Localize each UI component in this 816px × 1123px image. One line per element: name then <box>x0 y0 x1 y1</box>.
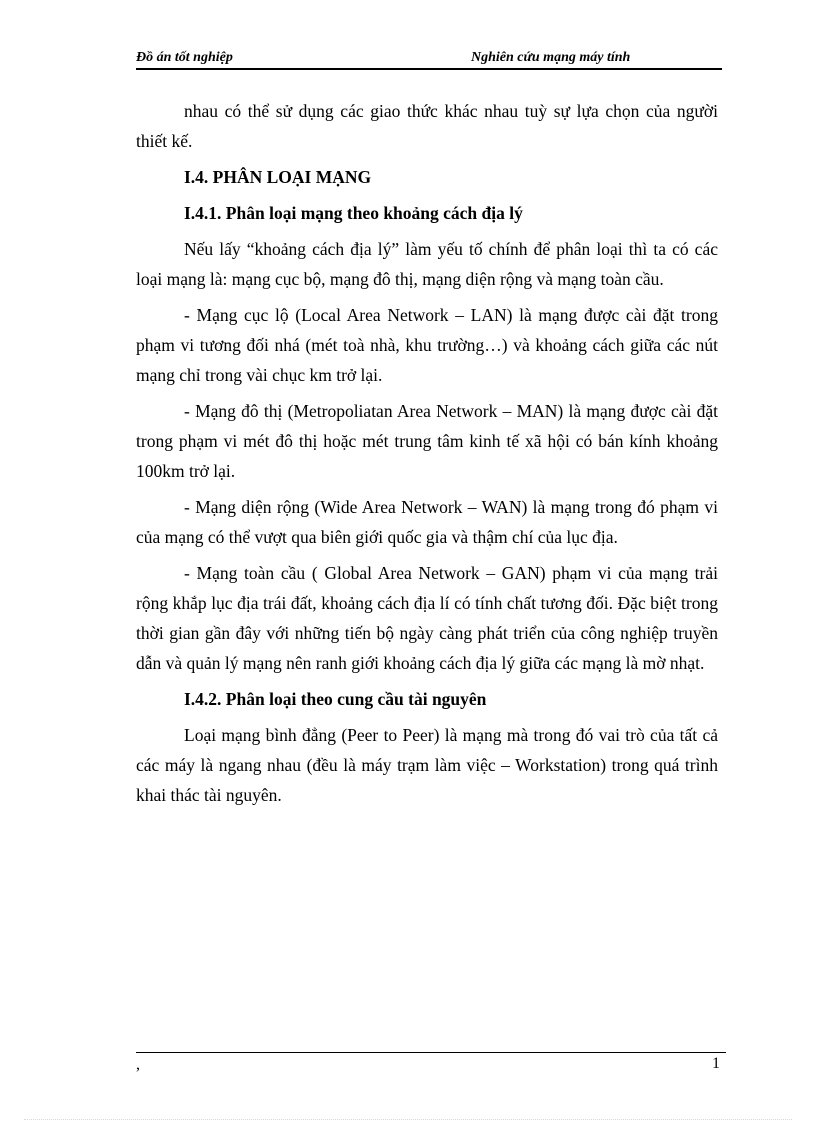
paragraph-continuation: nhau có thể sử dụng các giao thức khác nhau tuỳ sự lựa chọn của người thiết kế. <box>136 101 718 151</box>
paragraph-wan: - Mạng diện rộng (Wide Area Network – WAN) là mạng trong đó phạm vi của mạng có thể vượt qua biên giới quốc gia và thậm chí của lục địa. <box>136 497 718 547</box>
header-document-title: Nghiên cứu mạng máy tính <box>471 50 631 65</box>
paragraph-gan: - Mạng toàn cầu ( Global Area Network – GAN) phạm vi của mạng trải rộng khắp lục địa trái đất, khoảng cách địa lí có tính chất tương đối. Đặc biệt trong thời gian gần đây với những tiến bộ ngày càng phát triển của công nghiệp truyền dẫn và quản lý mạng nên ranh giới khoảng cách địa lý giữa các mạng là mờ nhạt. <box>136 563 718 673</box>
page-body <box>136 96 718 816</box>
header-document-type: Đồ án tốt nghiệp <box>136 50 233 65</box>
subsection-heading-geographic: I.4.1. Phân loại mạng theo khoảng cách địa lý <box>184 203 523 223</box>
paragraph-peer-to-peer: Loại mạng bình đẳng (Peer to Peer) là mạng mà trong đó vai trò của tất cả các máy là ngang nhau (đều là máy trạm làm việc – Workstation) trong quá trình khai thác tài nguyên. <box>136 725 718 805</box>
page-number: 1 <box>712 1055 720 1072</box>
page-edge-dotted-line <box>24 1119 792 1120</box>
footer-divider <box>136 1052 726 1053</box>
paragraph-man: - Mạng đô thị (Metropoliatan Area Network – MAN) là mạng được cài đặt trong phạm vi mét đô thị hoặc mét trung tâm kinh tế xã hội có bán kính khoảng 100km trở lại. <box>136 401 718 481</box>
section-heading: I.4. PHÂN LOẠI MẠNG <box>184 167 372 187</box>
page-header <box>136 50 722 68</box>
header-divider <box>136 68 722 70</box>
footer-mark: , <box>136 1056 140 1073</box>
paragraph-geographic-intro: Nếu lấy “khoảng cách địa lý” làm yếu tố chính để phân loại thì ta có các loại mạng là: mạng cục bộ, mạng đô thị, mạng diện rộng và mạng toàn cầu. <box>136 239 718 289</box>
subsection-heading-resources: I.4.2. Phân loại theo cung cầu tài nguyên <box>184 689 487 709</box>
paragraph-lan: - Mạng cục lộ (Local Area Network – LAN) là mạng được cài đặt trong phạm vi tương đối nhá (mét toà nhà, khu trường…) và khoảng cách giữa các nút mạng chỉ trong vài chục km trở lại. <box>136 305 718 385</box>
